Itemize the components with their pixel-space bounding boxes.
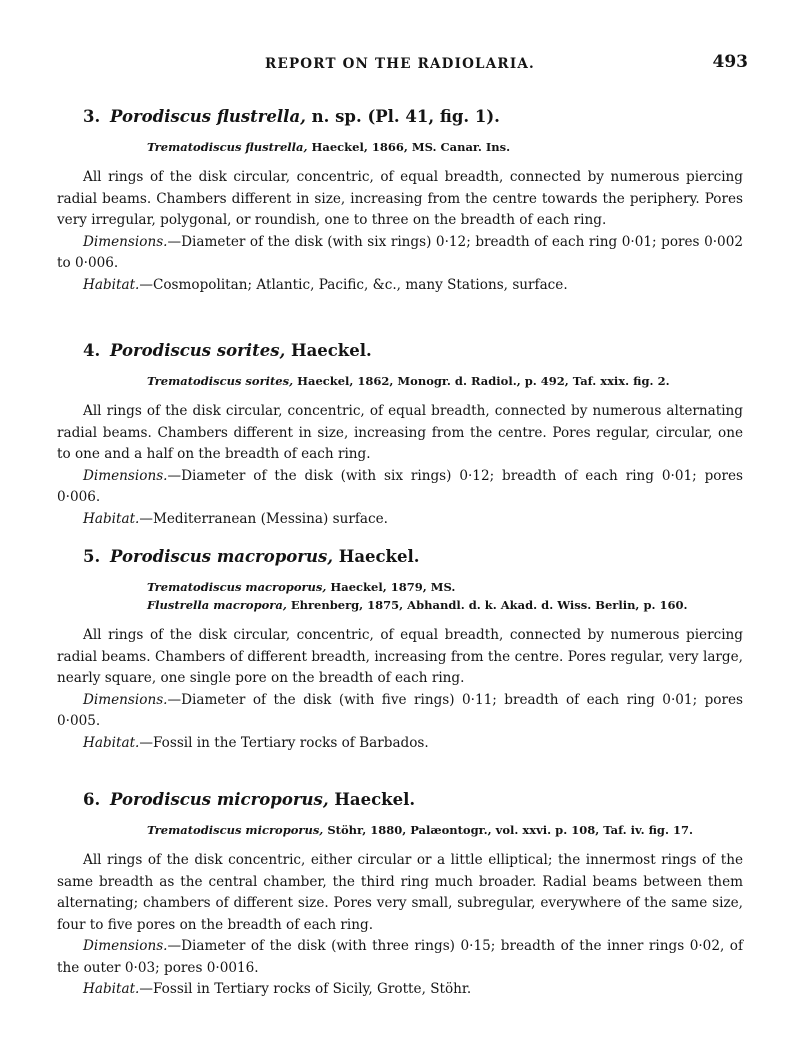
- dimensions-label: Dimensions.: [83, 233, 168, 250]
- habitat-label: Habitat.: [83, 981, 140, 997]
- species-title: [57, 790, 743, 809]
- synonym-citation: Haeckel, 1862, Monogr. d. Radiol., p. 492, Taf. xxix. fig. 2.: [297, 374, 670, 388]
- habitat-text: —Mediterranean (Messina) surface.: [139, 510, 388, 527]
- species-authority: n. sp. (Pl. 41, fig. 1).: [311, 107, 500, 126]
- species-name: Porodiscus sorites,: [109, 341, 286, 360]
- species-name: Porodiscus microporus,: [109, 790, 329, 809]
- dimensions-paragraph: [57, 232, 743, 275]
- species-title: [57, 547, 743, 566]
- species-number: 5.: [83, 547, 101, 566]
- species-name: Porodiscus macroporus,: [109, 547, 333, 566]
- dimensions-text: —Diameter of the disk (with five rings) 0·11; breadth of each ring 0·01; pores 0·005.: [57, 691, 743, 729]
- dimensions-text: —Diameter of the disk (with three rings) 0·15; breadth of the inner rings 0·02, of the outer 0·03; pores 0·0016.: [57, 938, 743, 976]
- synonym-name: Trematodiscus flustrella,: [147, 140, 308, 154]
- synonymy: [57, 821, 743, 839]
- description: All rings of the disk circular, concentric, of equal breadth, connected by numerous piercing radial beams. Chambers different in size, increasing from the centre towards the periphery. Pores very irregular, polygonal, or roundish, one to three on the breadth of each ring.: [57, 169, 743, 228]
- habitat-text: —Fossil in the Tertiary rocks of Barbados.: [139, 734, 429, 751]
- species-title: [57, 341, 743, 360]
- synonym-name: Trematodiscus sorites,: [147, 374, 294, 388]
- habitat-paragraph: [57, 275, 743, 297]
- synonym-citation: Haeckel, 1879, MS.: [330, 580, 456, 594]
- synonymy: [57, 372, 743, 390]
- species-body: [57, 850, 743, 1001]
- synonym-line: [147, 578, 743, 596]
- running-title: REPORT ON THE RADIOLARIA.: [265, 56, 535, 72]
- species-authority: Haeckel.: [334, 790, 416, 809]
- habitat-text: —Fossil in Tertiary rocks of Sicily, Grotte, Stöhr.: [139, 981, 472, 997]
- synonym-line: [147, 821, 743, 839]
- dimensions-label: Dimensions.: [83, 467, 168, 484]
- habitat-label: Habitat.: [83, 276, 140, 293]
- species-number: 4.: [83, 341, 101, 360]
- synonym-citation: Stöhr, 1880, Palæontogr., vol. xxvi. p. 108, Taf. iv. fig. 17.: [327, 823, 693, 837]
- species-body: [57, 167, 743, 296]
- dimensions-label: Dimensions.: [83, 938, 168, 954]
- habitat-label: Habitat.: [83, 510, 140, 527]
- species-number: 6.: [83, 790, 101, 809]
- synonym-citation: Haeckel, 1866, MS. Canar. Ins.: [311, 140, 511, 154]
- species-body: [57, 625, 743, 754]
- dimensions-paragraph: [57, 466, 743, 509]
- dimensions-label: Dimensions.: [83, 691, 168, 708]
- species-name: Porodiscus flustrella,: [109, 107, 306, 126]
- page-number: 493: [712, 52, 748, 72]
- synonym-name: Trematodiscus macroporus,: [147, 580, 327, 594]
- description: All rings of the disk circular, concentric, of equal breadth, connected by numerous alternating radial beams. Chambers different in size, increasing from the centre. Pores regular, circular, one to one and a half on the breadth of each ring.: [57, 403, 743, 462]
- synonym-line: [147, 372, 743, 390]
- synonym-name: Trematodiscus microporus,: [147, 823, 324, 837]
- synonym-line: [147, 138, 743, 156]
- description: All rings of the disk concentric, either circular or a little elliptical; the innermost rings of the same breadth as the central chamber, the third ring much broader. Radial beams between them alternating; chambers of different size. Pores very small, subregular, everywhere of the same size, four to five pores on the breadth of each ring.: [57, 852, 743, 933]
- dimensions-paragraph: [57, 936, 743, 979]
- species-number: 3.: [83, 107, 101, 126]
- species-entry-6: [57, 790, 743, 1001]
- page-header: [0, 52, 800, 76]
- species-authority: Haeckel.: [290, 341, 372, 360]
- habitat-paragraph: [57, 733, 743, 755]
- dimensions-text: —Diameter of the disk (with six rings) 0·12; breadth of each ring 0·01; pores 0·002 to 0·006.: [57, 233, 743, 271]
- species-entry-3: [57, 107, 743, 296]
- species-body: [57, 401, 743, 530]
- habitat-paragraph: [57, 979, 743, 1001]
- synonym-name: Flustrella macropora,: [147, 598, 287, 612]
- species-authority: Haeckel.: [338, 547, 420, 566]
- dimensions-paragraph: [57, 690, 743, 733]
- species-entry-5: [57, 547, 743, 754]
- dimensions-text: —Diameter of the disk (with six rings) 0·12; breadth of each ring 0·01; pores 0·006.: [57, 467, 743, 505]
- synonym-line: [147, 596, 743, 614]
- synonym-citation: Ehrenberg, 1875, Abhandl. d. k. Akad. d. Wiss. Berlin, p. 160.: [290, 598, 688, 612]
- habitat-paragraph: [57, 509, 743, 531]
- synonymy: [57, 578, 743, 614]
- habitat-text: —Cosmopolitan; Atlantic, Pacific, &c., many Stations, surface.: [139, 276, 568, 293]
- synonymy: [57, 138, 743, 156]
- description: All rings of the disk circular, concentric, of equal breadth, connected by numerous piercing radial beams. Chambers of different breadth, increasing from the centre. Pores regular, very large, nearly square, one single pore on the breadth of each ring.: [57, 627, 743, 686]
- species-entry-4: [57, 341, 743, 530]
- habitat-label: Habitat.: [83, 734, 140, 751]
- species-title: [57, 107, 743, 126]
